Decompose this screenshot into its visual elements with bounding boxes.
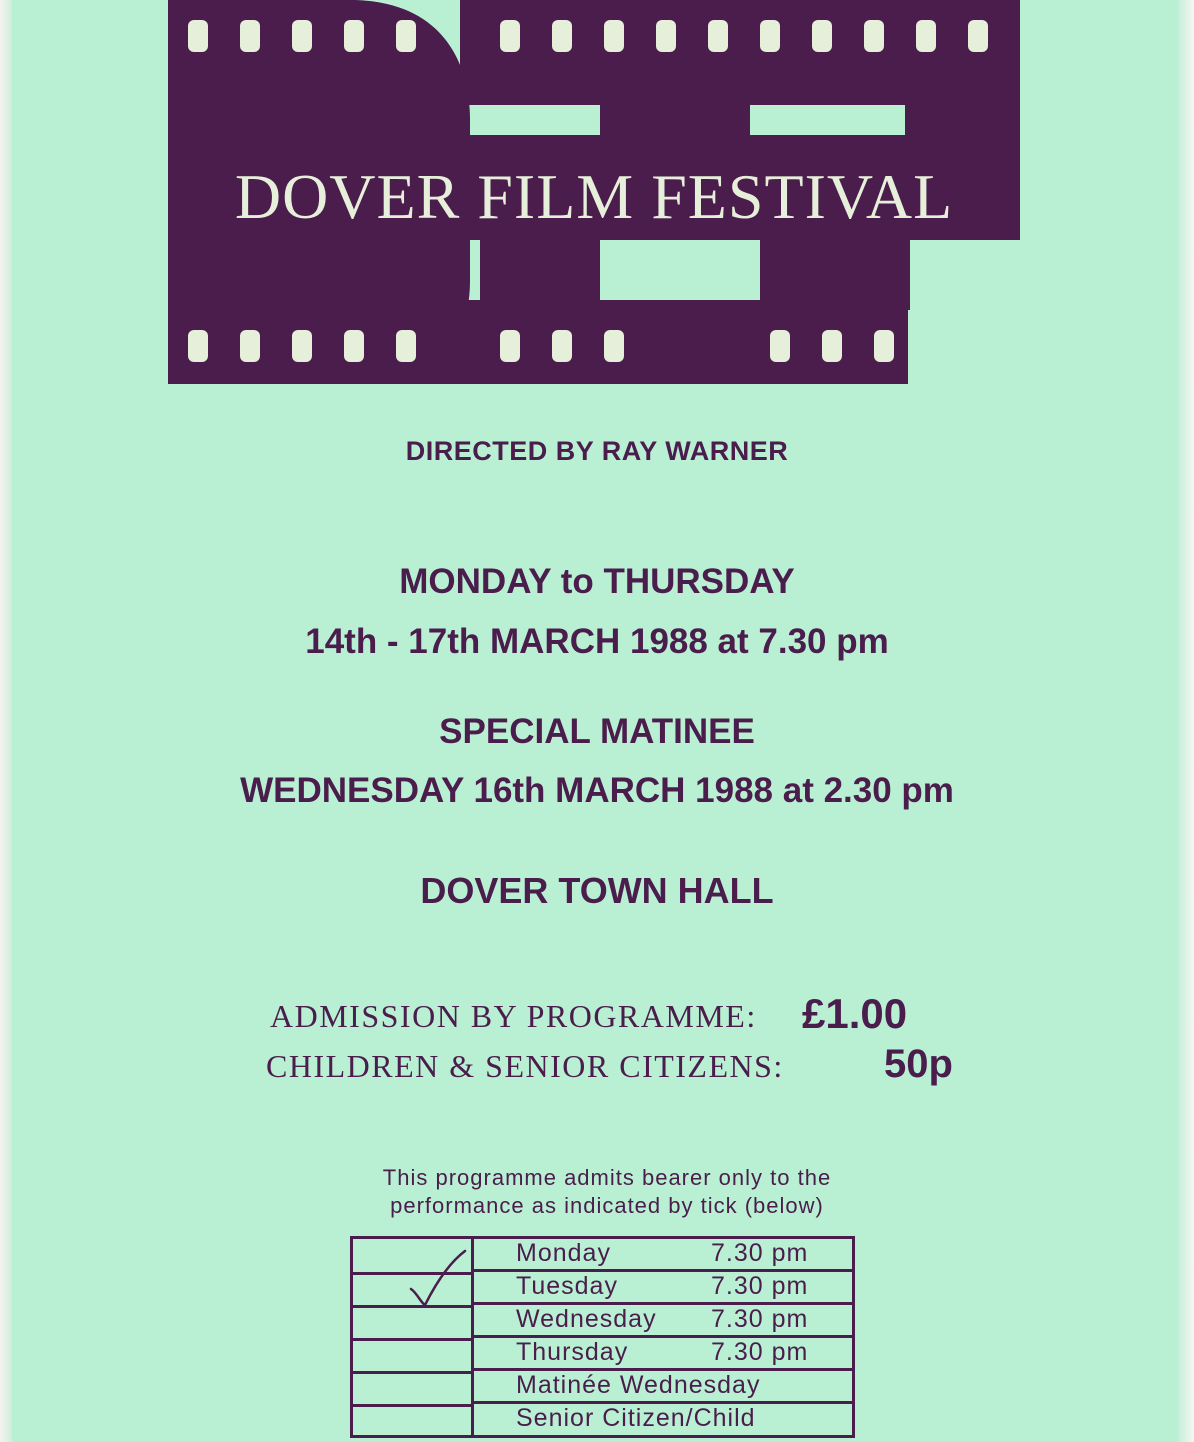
performance-day: Monday: [516, 1239, 611, 1267]
matinee-date: WEDNESDAY 16th MARCH 1988 at 2.30 pm: [240, 771, 954, 810]
main-dates: 14th - 17th MARCH 1988 at 7.30 pm: [305, 622, 889, 661]
concession-price: 50p: [884, 1042, 953, 1086]
performance-row: [471, 1272, 852, 1305]
venue: DOVER TOWN HALL: [420, 870, 774, 911]
performance-day: Matinée Wednesday: [516, 1371, 761, 1399]
admission-label: ADMISSION BY PROGRAMME:: [270, 998, 757, 1034]
performance-row: [471, 1338, 852, 1371]
note-line-1: This programme admits bearer only to the: [382, 1165, 832, 1190]
festival-title: DOVER FILM FESTIVAL: [234, 161, 954, 232]
performance-day: Tuesday: [516, 1272, 618, 1300]
performance-row: [471, 1239, 852, 1272]
performance-time: 7.30 pm: [711, 1239, 809, 1267]
admission-price: £1.00: [802, 990, 908, 1037]
matinee-title: SPECIAL MATINEE: [439, 712, 755, 751]
performance-day: Senior Citizen/Child: [516, 1404, 756, 1432]
performance-day: Thursday: [516, 1338, 629, 1366]
tick-column: [353, 1239, 474, 1435]
directed-by: DIRECTED BY RAY WARNER: [405, 436, 789, 466]
performance-day: Wednesday: [516, 1305, 657, 1333]
performance-row: [471, 1305, 852, 1338]
performance-row: [471, 1371, 852, 1404]
performance-table: [350, 1236, 855, 1438]
divider: [353, 1338, 471, 1341]
performance-time: 7.30 pm: [711, 1338, 809, 1366]
main-days: MONDAY to THURSDAY: [399, 562, 795, 601]
divider: [353, 1404, 471, 1407]
note-line-2: performance as indicated by tick (below): [390, 1193, 824, 1218]
concession-label: CHILDREN & SENIOR CITIZENS:: [266, 1048, 784, 1084]
performance-time: 7.30 pm: [711, 1272, 809, 1300]
performance-time: 7.30 pm: [711, 1305, 809, 1333]
performance-row: [471, 1404, 852, 1437]
tick-mark-icon: [409, 1249, 469, 1309]
divider: [353, 1371, 471, 1374]
